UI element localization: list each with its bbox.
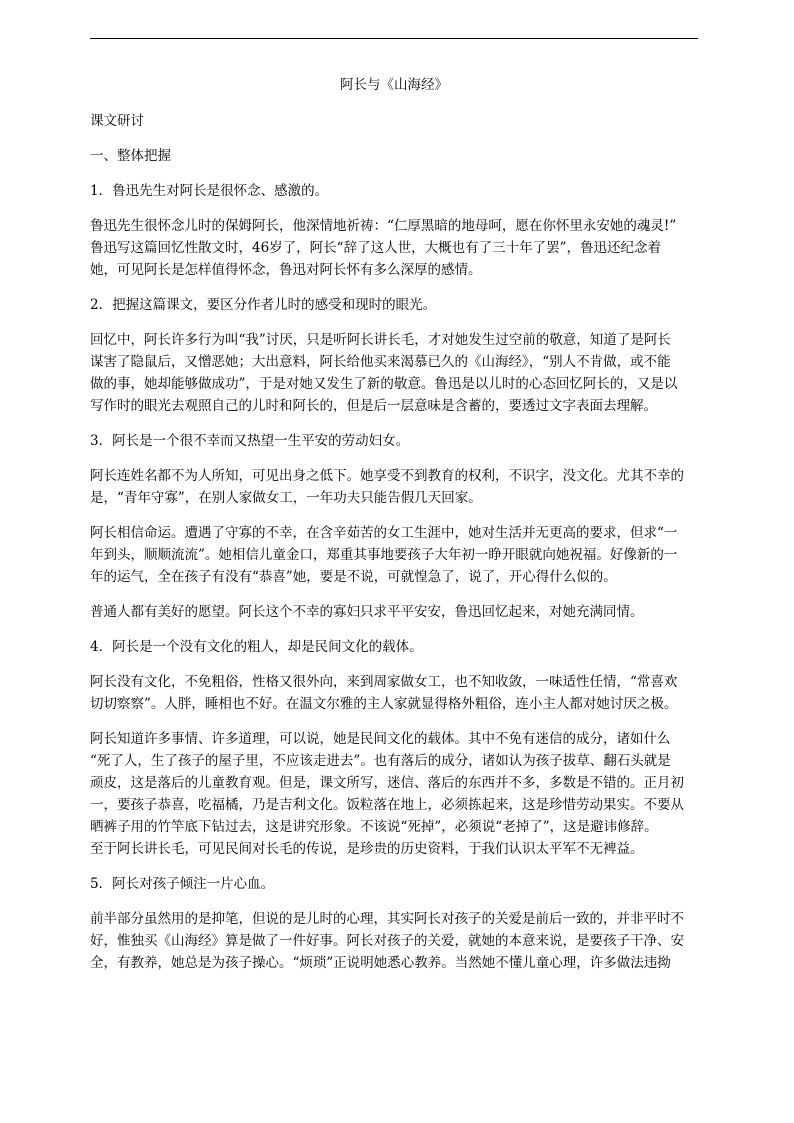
text-line: 阿长相信命运。遭遇了守寡的不幸，在含辛茹苦的女工生涯中，她对生活并无更高的要求，但求“一 (90, 525, 678, 541)
text-line: 一、整体把握 (90, 148, 171, 164)
text-line: 课文研讨 (90, 113, 144, 129)
text-line: 年到头，顺顺流流”。她相信儿童金口，郑重其事地要孩子大年初一睁开眼就向她祝福。好像新的一 (90, 547, 678, 563)
paragraph (90, 430, 698, 452)
paragraph (90, 728, 698, 860)
paragraph (90, 908, 698, 974)
text-line: 谋害了隐鼠后，又憎恶她；大出意料，阿长给他买来渴慕已久的《山海经》，“别人不肯做，或不能 (90, 354, 671, 370)
text-line: 回忆中，阿长许多行为叫“我”讨厌，只是听阿长讲长毛，才对她发生过空前的敬意，知道了是阿长 (90, 332, 671, 348)
text-line: 好，惟独买《山海经》算是做了一件好事。阿长对孩子的关爱，就她的本意来说，是要孩子干净、安 (90, 933, 684, 949)
text-line: 普通人都有美好的愿望。阿长这个不幸的寡妇只求平平安安，鲁迅回忆起来，对她充满同情。 (90, 604, 644, 620)
text-line: 写作时的眼光去观照自己的儿时和阿长的，但是后一层意味是含蓄的，要透过文字表面去理解。 (90, 398, 657, 414)
document-body (90, 74, 698, 987)
text-line: 3．阿长是一个很不幸而又热望一生平安的劳动妇女。 (90, 433, 410, 449)
text-line: 阿长没有文化，不免粗俗，性格又很外向，来到周家做女工，也不知收敛，一味适性任情，“常喜欢 (90, 674, 678, 690)
paragraph (90, 215, 698, 281)
text-line: 阿长连姓名都不为人所知，可见出身之低下。她享受不到教育的权利，不识字，没文化。尤其不幸的 (90, 468, 684, 484)
text-line: “死了人，生了孩子的屋子里，不应该走进去”。也有落后的成分，诸如认为孩子拔草、翻石头就是 (90, 753, 671, 769)
paragraph (90, 110, 698, 132)
text-line: 年的运气，全在孩子有没有“恭喜”她，要是不说，可就惶急了，说了，开心得什么似的。 (90, 569, 617, 585)
text-line: 做的事，她却能够做成功”，于是对她又发生了新的敬意。鲁迅是以儿时的心态回忆阿长的，又是以 (90, 376, 678, 392)
text-line: 阿长知道许多事情、许多道理，可以说，她是民间文化的载体。其中不免有迷信的成分，诸如什么 (90, 731, 671, 747)
header-rule (90, 38, 698, 39)
text-line: 全，有教养，她总是为孩子操心。“烦琐”正说明她悉心教养。当然她不懂儿童心理，许多做法违拗 (90, 955, 671, 971)
text-line: 她，可见阿长是怎样值得怀念，鲁迅对阿长怀有多么深厚的感情。 (90, 262, 482, 278)
paragraph (90, 465, 698, 509)
text-line: 至于阿长讲长毛，可见民间对长毛的传说，是珍贵的历史资料，于我们认识太平军不无裨益。 (90, 841, 644, 857)
text-line: 鲁迅先生很怀念儿时的保姆阿长，他深情地祈祷：“仁厚黑暗的地母呵，愿在你怀里永安她的魂灵!” (90, 218, 677, 234)
text-line: 晒裤子用的竹竿底下钻过去，这是讲究形象。不该说“死掉”，必须说“老掉了”，这是避讳修辞。 (90, 819, 658, 835)
paragraph (90, 601, 698, 623)
paragraph (90, 329, 698, 417)
text-line: 2．把握这篇课文，要区分作者儿时的感受和现时的眼光。 (90, 297, 437, 313)
text-line: 切切察察”。人胖，睡相也不好。在温文尔雅的主人家就显得格外粗俗，连小主人都对她讨厌之极。 (90, 696, 678, 712)
text-line: 前半部分虽然用的是抑笔，但说的是儿时的心理，其实阿长对孩子的关爱是前后一致的，并非平时不 (90, 911, 684, 927)
paragraph (90, 145, 698, 167)
paragraph-list (90, 110, 698, 974)
text-line: 一，要孩子恭喜，吃福橘，乃是吉利文化。饭粒落在地上，必须拣起来，这是珍惜劳动果实。不要从 (90, 797, 684, 813)
text-line: 鲁迅写这篇回忆性散文时，46岁了，阿长“辞了这人世，大概也有了三十年了罢”，鲁迅还纪念着 (90, 240, 661, 256)
document-title: 阿长与《山海经》 (340, 77, 448, 93)
text-line: 是，“青年守寡”，在别人家做女工，一年功夫只能告假几天回家。 (90, 490, 482, 506)
paragraph (90, 671, 698, 715)
paragraph (90, 180, 698, 202)
paragraph (90, 636, 698, 658)
text-line: 1．鲁迅先生对阿长是很怀念、感激的。 (90, 183, 329, 199)
paragraph (90, 294, 698, 316)
paragraph (90, 873, 698, 895)
text-line: 5．阿长对孩子倾注一片心血。 (90, 876, 275, 892)
paragraph (90, 522, 698, 588)
text-line: 4．阿长是一个没有文化的粗人，却是民间文化的载体。 (90, 639, 423, 655)
text-line: 顽皮，这是落后的儿童教育观。但是，课文所写，迷信、落后的东西并不多，多数是不错的。正月初 (90, 775, 684, 791)
